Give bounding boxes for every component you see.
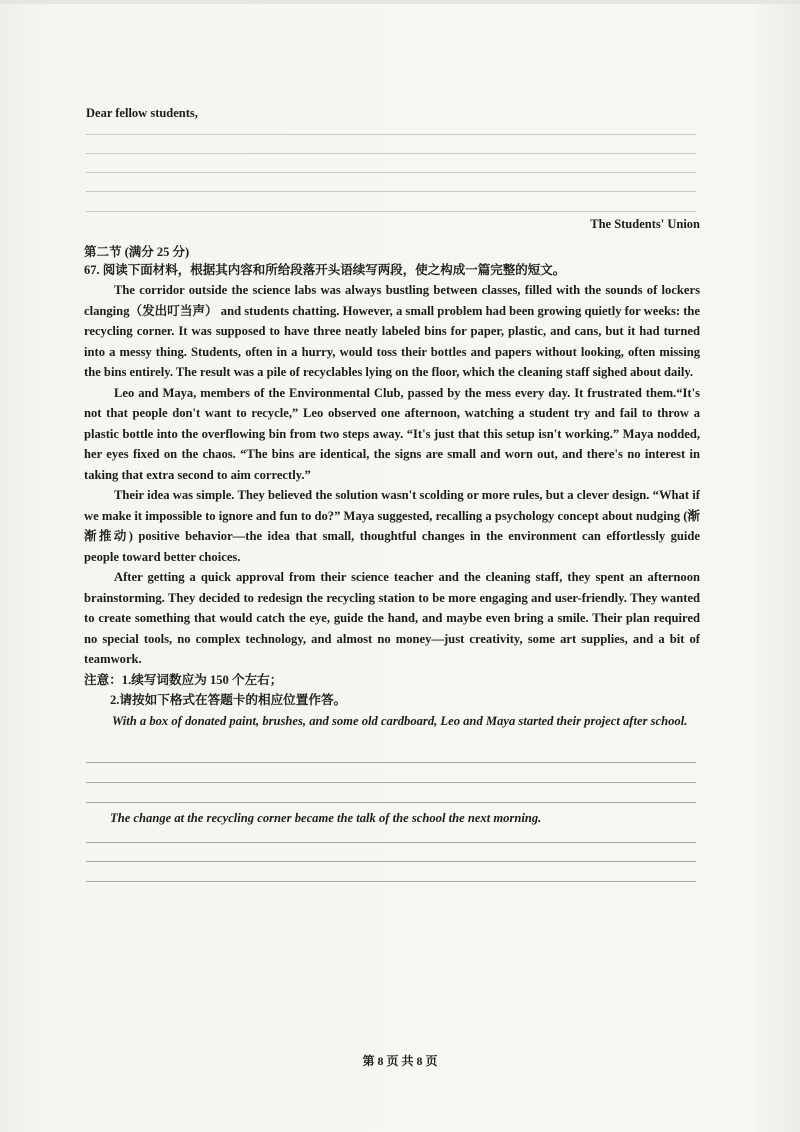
writing-line: [86, 172, 696, 173]
letter-signoff: The Students' Union: [590, 217, 700, 231]
page-top-edge: [0, 0, 800, 4]
continuation-prompt-1: With a box of donated paint, brushes, and some old cardboard, Leo and Maya started their project after school.: [112, 714, 688, 728]
answer-line: [86, 861, 696, 862]
section-title: 第二节 (满分 25 分): [84, 245, 190, 259]
writing-line: [86, 191, 696, 192]
passage-paragraph: Their idea was simple. They believed the solution wasn't scolding or more rules, but a clever design. “What if we make it impossible to ignore and fun to do?” Maya suggested, recalling a psychology concept about nudging (渐渐推动) positive behavior—the idea that small, thoughtful changes in the environment can effortlessly guide people toward better choices.: [84, 488, 700, 564]
answer-line: [86, 802, 696, 803]
letter-greeting: Dear fellow students,: [86, 106, 198, 120]
note-row: [84, 670, 704, 690]
answer-line: [86, 842, 696, 843]
task-instruction: 67. 阅读下面材料，根据其内容和所给段落开头语续写两段，使之构成一篇完整的短文。: [84, 263, 566, 277]
notes-label: 注意：: [84, 673, 122, 687]
answer-line: [86, 881, 696, 882]
writing-line: [86, 134, 696, 135]
writing-line: [86, 211, 696, 212]
reading-passage: [84, 280, 700, 670]
passage-paragraph: The corridor outside the science labs was always bustling between classes, filled with the sounds of lockers clanging（发出叮当声） and students chatting. However, a small problem had been growing quietly for weeks: the recycling corner. It was supposed to have three neatly labeled bins for paper, plastic, and cans, but it had turned into a messy thing. Students, often in a hurry, would toss their bottles and papers without looking, often missing the bins entirely. The result was a pile of recyclables lying on the floor, which the cleaning staff sighed about daily.: [84, 283, 700, 379]
passage-paragraph: Leo and Maya, members of the Environmental Club, passed by the mess every day. It frustrated them.“It's not that people don't want to recycle,” Leo observed one afternoon, watching a student try and fail to throw a plastic bottle into the overflowing bin from two steps away. “It's just that this setup isn't working.” Maya nodded, her eyes fixed on the chaos. “The bins are identical, the signs are small and worn out, and there's no interest in taking that extra second to aim correctly.”: [84, 385, 700, 482]
passage-paragraph: After getting a quick approval from their science teacher and the cleaning staff, they spent an afternoon brainstorming. They decided to redesign the recycling station to be more engaging and user-friendly. They wanted to create something that would catch the eye, guide the hand, and maybe even bring a smile. Their plan required no special tools, no complex technology, and almost no money—just creativity, some art supplies, and a bit of teamwork.: [84, 570, 700, 666]
page-number: 第 8 页 共 8 页: [362, 1054, 438, 1068]
notes-block: [84, 670, 704, 710]
note-item: 1.续写词数应为 150 个左右；: [121, 673, 283, 687]
note-item: 2.请按如下格式在答题卡的相应位置作答。: [110, 693, 347, 707]
writing-line: [86, 153, 696, 154]
answer-line: [86, 782, 696, 783]
continuation-prompt-2: The change at the recycling corner became the talk of the school the next morning.: [110, 811, 542, 825]
answer-line: [86, 762, 696, 763]
